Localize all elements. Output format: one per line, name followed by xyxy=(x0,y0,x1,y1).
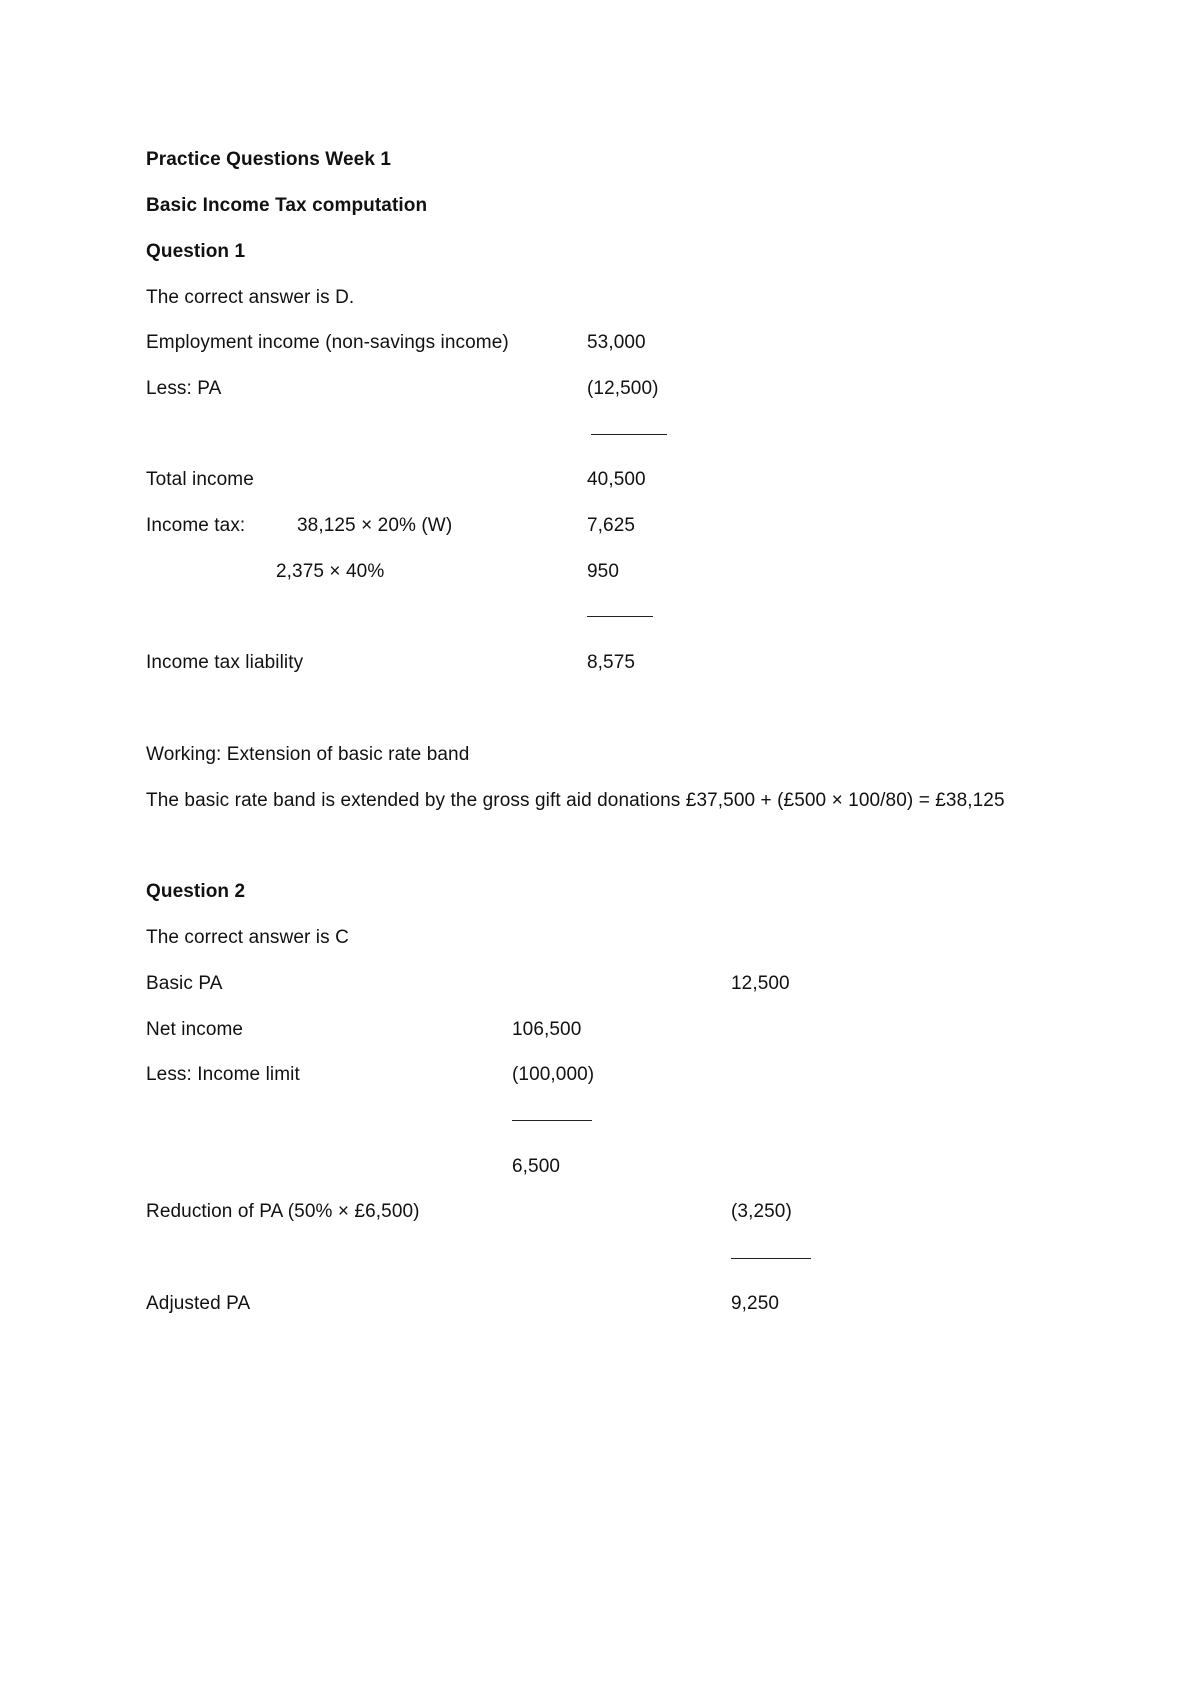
income-limit-label: Less: Income limit xyxy=(146,1064,300,1085)
page-title: Practice Questions Week 1 xyxy=(146,149,392,170)
working-text: The basic rate band is extended by the gross gift aid donations £37,500 + (£500 × 100/80) = £38,125 xyxy=(146,790,1005,811)
less-pa-value: (12,500) xyxy=(587,378,659,399)
adjusted-pa-value: 9,250 xyxy=(731,1293,780,1314)
excess-rule xyxy=(512,1120,592,1121)
adjusted-pa-rule xyxy=(731,1258,811,1259)
net-income-label: Net income xyxy=(146,1019,244,1040)
pa-reduction-value: (3,250) xyxy=(731,1201,792,1222)
question-1-heading: Question 1 xyxy=(146,241,246,262)
question-2-answer: The correct answer is C xyxy=(146,927,349,948)
employment-income-label: Employment income (non-savings income) xyxy=(146,332,509,353)
total-income-value: 40,500 xyxy=(587,469,646,490)
basic-pa-label: Basic PA xyxy=(146,973,223,994)
pa-reduction-label: Reduction of PA (50% × £6,500) xyxy=(146,1201,420,1222)
income-tax-label: Income tax: xyxy=(146,515,246,536)
total-income-label: Total income xyxy=(146,469,254,490)
subtotal-rule xyxy=(591,434,667,435)
higher-rate-value: 950 xyxy=(587,561,620,582)
income-tax-liability-value: 8,575 xyxy=(587,652,636,673)
basic-pa-value: 12,500 xyxy=(731,973,790,994)
page-subtitle: Basic Income Tax computation xyxy=(146,195,428,216)
question-2-heading: Question 2 xyxy=(146,881,246,902)
working-heading: Working: Extension of basic rate band xyxy=(146,744,470,765)
basic-rate-value: 7,625 xyxy=(587,515,636,536)
less-pa-label: Less: PA xyxy=(146,378,222,399)
employment-income-value: 53,000 xyxy=(587,332,646,353)
excess-income-value: 6,500 xyxy=(512,1156,561,1177)
net-income-value: 106,500 xyxy=(512,1019,582,1040)
basic-rate-calc: 38,125 × 20% (W) xyxy=(297,515,453,536)
income-limit-value: (100,000) xyxy=(512,1064,595,1085)
question-1-answer: The correct answer is D. xyxy=(146,287,355,308)
higher-rate-calc: 2,375 × 40% xyxy=(276,561,385,582)
income-tax-liability-label: Income tax liability xyxy=(146,652,304,673)
tax-total-rule xyxy=(587,616,653,617)
adjusted-pa-label: Adjusted PA xyxy=(146,1293,251,1314)
